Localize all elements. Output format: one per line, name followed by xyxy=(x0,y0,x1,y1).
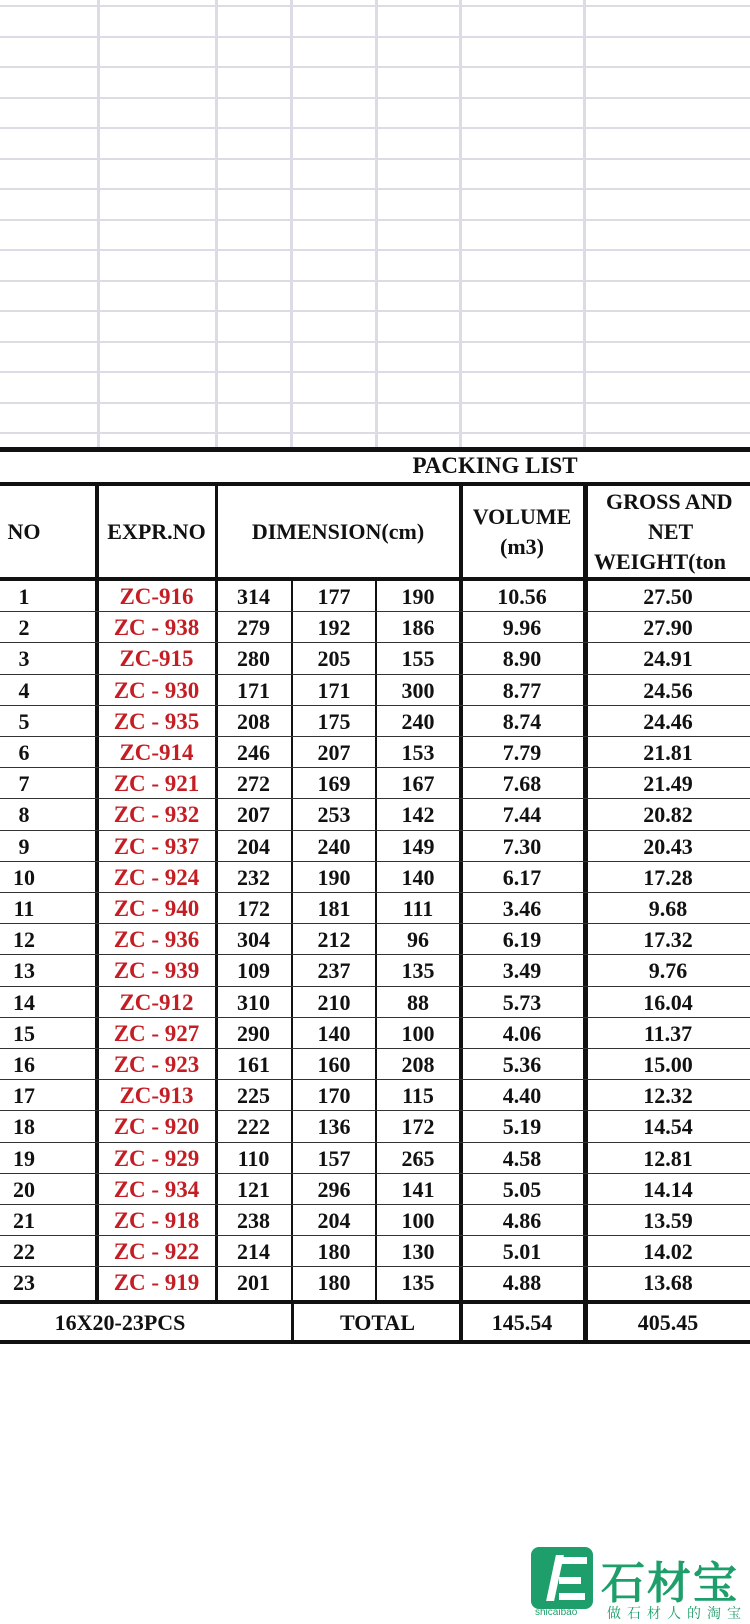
grid-row-line xyxy=(0,371,750,373)
cell-volume: 6.17 xyxy=(502,864,542,890)
cell-d3: 140 xyxy=(401,864,435,890)
cell-volume: 5.19 xyxy=(502,1113,542,1139)
cell-expr: ZC - 938 xyxy=(113,614,200,640)
cell-d2: 136 xyxy=(317,1113,351,1139)
cell-volume: 7.44 xyxy=(502,801,542,827)
cell-expr: ZC - 927 xyxy=(113,1020,200,1046)
cell-no: 5 xyxy=(18,708,30,734)
header-volume-line1: VOLUME xyxy=(472,504,572,529)
cell-expr: ZC - 939 xyxy=(113,957,200,983)
grid-row-line xyxy=(0,249,750,251)
cell-d1: 272 xyxy=(237,770,270,796)
cell-d1: 109 xyxy=(237,957,270,983)
cell-weight: 20.43 xyxy=(643,833,693,859)
cell-expr: ZC-913 xyxy=(119,1082,194,1108)
cell-d3: 88 xyxy=(407,989,429,1015)
grid-row-line xyxy=(0,432,750,434)
cell-d3: 100 xyxy=(401,1020,435,1046)
cell-d3: 149 xyxy=(401,833,435,859)
cell-expr: ZC - 935 xyxy=(113,708,200,734)
cell-d2: 212 xyxy=(317,926,351,952)
row-separator xyxy=(0,1017,750,1018)
cell-d3: 142 xyxy=(401,801,435,827)
cell-expr: ZC-914 xyxy=(119,739,194,765)
cell-d3: 135 xyxy=(401,957,435,983)
cell-weight: 9.68 xyxy=(648,895,688,921)
cell-weight: 24.56 xyxy=(643,677,693,703)
grid-row-line xyxy=(0,97,750,99)
header-weight xyxy=(586,487,750,577)
row-separator xyxy=(0,642,750,643)
cell-d3: 265 xyxy=(401,1145,435,1171)
cell-no: 18 xyxy=(13,1113,35,1139)
cell-volume: 8.74 xyxy=(502,708,542,734)
header-volume xyxy=(462,487,582,577)
row-separator xyxy=(0,611,750,612)
cell-volume: 8.90 xyxy=(502,645,542,671)
cell-no: 2 xyxy=(18,614,30,640)
cell-expr: ZC - 934 xyxy=(113,1176,200,1202)
cell-volume: 4.88 xyxy=(502,1269,542,1295)
cell-d1: 214 xyxy=(237,1238,270,1264)
cell-no: 19 xyxy=(13,1145,35,1171)
cell-volume: 6.19 xyxy=(502,926,542,952)
cell-no: 6 xyxy=(18,739,30,765)
row-separator xyxy=(0,736,750,737)
header-weight-line2: NET xyxy=(648,519,694,544)
cell-expr: ZC - 920 xyxy=(113,1113,200,1139)
cell-no: 16 xyxy=(13,1051,35,1077)
cell-d3: 208 xyxy=(401,1051,435,1077)
packing-list-table xyxy=(0,447,750,1344)
cell-d3: 96 xyxy=(407,926,429,952)
row-separator xyxy=(0,892,750,893)
cell-d1: 314 xyxy=(237,583,270,609)
cell-d3: 153 xyxy=(401,739,435,765)
cell-d2: 253 xyxy=(317,801,351,827)
cell-d1: 171 xyxy=(237,677,270,703)
cell-expr: ZC-912 xyxy=(119,989,194,1015)
cell-d2: 210 xyxy=(317,989,351,1015)
cell-expr: ZC-916 xyxy=(119,583,194,609)
header-dimension: DIMENSION(cm) xyxy=(251,519,425,544)
cell-d1: 172 xyxy=(237,895,270,921)
cell-weight: 9.76 xyxy=(648,957,688,983)
cell-d2: 157 xyxy=(317,1145,351,1171)
cell-weight: 15.00 xyxy=(643,1051,693,1077)
cell-expr: ZC - 923 xyxy=(113,1051,200,1077)
row-separator xyxy=(0,1235,750,1236)
cell-no: 7 xyxy=(18,770,30,796)
row-separator xyxy=(0,923,750,924)
grid-row-line xyxy=(0,66,750,68)
cell-weight: 13.68 xyxy=(643,1269,693,1295)
cell-volume: 5.01 xyxy=(502,1238,542,1264)
row-separator xyxy=(0,1110,750,1111)
cell-d1: 208 xyxy=(237,708,270,734)
row-separator xyxy=(0,1204,750,1205)
cell-volume: 4.06 xyxy=(502,1020,542,1046)
grid-row-line xyxy=(0,310,750,312)
cell-d1: 207 xyxy=(237,801,270,827)
cell-volume: 4.40 xyxy=(502,1082,542,1108)
cell-weight: 21.49 xyxy=(643,770,693,796)
cell-d3: 135 xyxy=(401,1269,435,1295)
cell-volume: 7.79 xyxy=(502,739,542,765)
grid-row-line xyxy=(0,341,750,343)
row-separator xyxy=(0,1173,750,1174)
cell-d2: 190 xyxy=(317,864,351,890)
cell-d2: 140 xyxy=(317,1020,351,1046)
header-weight-line1: GROSS AND xyxy=(606,489,733,514)
row-separator xyxy=(0,954,750,955)
cell-volume: 9.96 xyxy=(502,614,542,640)
cell-no: 1 xyxy=(18,583,30,609)
cell-weight: 11.37 xyxy=(643,1020,693,1046)
cell-expr: ZC - 918 xyxy=(113,1207,200,1233)
cell-d3: 155 xyxy=(401,645,435,671)
cell-expr: ZC-915 xyxy=(119,645,194,671)
cell-volume: 4.86 xyxy=(502,1207,542,1233)
empty-spreadsheet-grid xyxy=(0,0,750,447)
cell-volume: 7.68 xyxy=(502,770,542,796)
row-separator xyxy=(0,1142,750,1143)
cell-d3: 172 xyxy=(401,1113,435,1139)
border-under-title xyxy=(0,482,750,486)
cell-volume: 5.05 xyxy=(502,1176,542,1202)
cell-d1: 279 xyxy=(237,614,270,640)
footer-container-spec: 16X20-23PCS xyxy=(54,1309,186,1335)
row-separator xyxy=(0,1079,750,1080)
header-weight-line3: WEIGHT(ton xyxy=(594,549,727,574)
header-expr-no: EXPR.NO xyxy=(107,519,206,544)
grid-row-line xyxy=(0,219,750,221)
cell-d2: 296 xyxy=(317,1176,351,1202)
cell-d1: 280 xyxy=(237,645,270,671)
cell-expr: ZC - 922 xyxy=(113,1238,200,1264)
border-top xyxy=(0,447,750,452)
cell-weight: 21.81 xyxy=(643,739,693,765)
cell-d1: 246 xyxy=(237,739,270,765)
cell-d2: 240 xyxy=(317,833,351,859)
header-volume-line2: (m3) xyxy=(500,534,544,559)
row-separator xyxy=(0,1266,750,1267)
cell-volume: 3.46 xyxy=(502,895,542,921)
logo-name: 石材宝 xyxy=(601,1558,739,1609)
cell-d1: 290 xyxy=(237,1020,270,1046)
cell-weight: 27.90 xyxy=(643,614,693,640)
cell-expr: ZC - 929 xyxy=(113,1145,200,1171)
cell-volume: 10.56 xyxy=(497,583,547,609)
logo-tagline: 做石材人的淘宝 xyxy=(607,1606,747,1622)
cell-d3: 130 xyxy=(401,1238,435,1264)
cell-no: 23 xyxy=(13,1269,35,1295)
cell-weight: 17.28 xyxy=(643,864,693,890)
cell-weight: 14.14 xyxy=(643,1176,693,1202)
cell-no: 10 xyxy=(13,864,35,890)
cell-no: 3 xyxy=(18,645,30,671)
cell-d3: 167 xyxy=(401,770,435,796)
cell-d2: 171 xyxy=(317,677,351,703)
cell-volume: 7.30 xyxy=(502,833,542,859)
row-separator xyxy=(0,830,750,831)
cell-no: 20 xyxy=(13,1176,35,1202)
cell-weight: 14.54 xyxy=(643,1113,693,1139)
cell-d2: 175 xyxy=(317,708,351,734)
cell-weight: 13.59 xyxy=(643,1207,693,1233)
cell-d2: 237 xyxy=(317,957,351,983)
grid-row-line xyxy=(0,127,750,129)
cell-d2: 180 xyxy=(317,1269,351,1295)
cell-d1: 201 xyxy=(237,1269,270,1295)
cell-d2: 177 xyxy=(317,583,351,609)
cell-d3: 240 xyxy=(401,708,435,734)
cell-expr: ZC - 924 xyxy=(113,864,200,890)
cell-expr: ZC - 940 xyxy=(113,895,200,921)
cell-weight: 12.32 xyxy=(643,1082,693,1108)
grid-row-line xyxy=(0,36,750,38)
cell-no: 12 xyxy=(13,926,35,952)
cell-no: 17 xyxy=(13,1082,35,1108)
cell-no: 9 xyxy=(18,833,30,859)
row-separator xyxy=(0,705,750,706)
cell-expr: ZC - 936 xyxy=(113,926,200,952)
cell-d2: 192 xyxy=(317,614,351,640)
cell-no: 21 xyxy=(13,1207,35,1233)
cell-no: 4 xyxy=(18,677,30,703)
cell-d3: 111 xyxy=(402,895,434,921)
row-separator xyxy=(0,986,750,987)
logo-romanized: shicaibao xyxy=(535,1607,578,1618)
cell-volume: 8.77 xyxy=(502,677,542,703)
cell-d2: 169 xyxy=(317,770,351,796)
cell-weight: 27.50 xyxy=(643,583,693,609)
cell-weight: 20.82 xyxy=(643,801,693,827)
footer-sep-left xyxy=(291,1304,294,1344)
logo-mark-icon xyxy=(531,1547,593,1609)
cell-expr: ZC - 930 xyxy=(113,677,200,703)
cell-d1: 304 xyxy=(237,926,270,952)
cell-d2: 181 xyxy=(317,895,351,921)
row-separator xyxy=(0,1048,750,1049)
cell-d2: 207 xyxy=(317,739,351,765)
cell-volume: 5.36 xyxy=(502,1051,542,1077)
cell-d2: 205 xyxy=(317,645,351,671)
cell-d3: 300 xyxy=(401,677,435,703)
row-separator xyxy=(0,767,750,768)
row-separator xyxy=(0,674,750,675)
cell-d2: 180 xyxy=(317,1238,351,1264)
cell-d1: 225 xyxy=(237,1082,270,1108)
border-bottom xyxy=(0,1340,750,1344)
cell-d1: 204 xyxy=(237,833,270,859)
cell-d1: 238 xyxy=(237,1207,270,1233)
cell-weight: 17.32 xyxy=(643,926,693,952)
cell-d1: 161 xyxy=(237,1051,270,1077)
cell-expr: ZC - 921 xyxy=(113,770,200,796)
row-separator xyxy=(0,798,750,799)
footer-total-label: TOTAL xyxy=(340,1309,415,1335)
cell-d1: 232 xyxy=(237,864,270,890)
cell-no: 11 xyxy=(13,895,35,921)
cell-d3: 115 xyxy=(402,1082,434,1108)
cell-d2: 170 xyxy=(317,1082,351,1108)
cell-weight: 12.81 xyxy=(643,1145,693,1171)
row-separator xyxy=(0,861,750,862)
watermark-logo xyxy=(531,1547,750,1624)
cell-d1: 110 xyxy=(237,1145,270,1171)
cell-no: 22 xyxy=(13,1238,35,1264)
table-title: PACKING LIST xyxy=(412,453,578,478)
cell-d1: 222 xyxy=(237,1113,270,1139)
cell-d3: 100 xyxy=(401,1207,435,1233)
cell-d2: 160 xyxy=(317,1051,351,1077)
footer-total-weight: 405.45 xyxy=(637,1309,699,1335)
cell-no: 8 xyxy=(18,801,30,827)
cell-weight: 16.04 xyxy=(643,989,693,1015)
grid-row-line xyxy=(0,188,750,190)
header-no: NO xyxy=(7,519,41,544)
cell-volume: 5.73 xyxy=(502,989,542,1015)
grid-row-line xyxy=(0,158,750,160)
cell-d1: 310 xyxy=(237,989,270,1015)
cell-weight: 24.91 xyxy=(643,645,693,671)
grid-row-line xyxy=(0,5,750,7)
cell-expr: ZC - 932 xyxy=(113,801,200,827)
cell-d3: 141 xyxy=(401,1176,435,1202)
cell-d1: 121 xyxy=(237,1176,270,1202)
cell-no: 13 xyxy=(13,957,35,983)
cell-d3: 190 xyxy=(401,583,435,609)
cell-expr: ZC - 937 xyxy=(113,833,200,859)
cell-d2: 204 xyxy=(317,1207,351,1233)
cell-volume: 4.58 xyxy=(502,1145,542,1171)
cell-weight: 14.02 xyxy=(643,1238,693,1264)
grid-row-line xyxy=(0,402,750,404)
cell-d3: 186 xyxy=(401,614,435,640)
cell-no: 14 xyxy=(13,989,35,1015)
footer-total-volume: 145.54 xyxy=(491,1309,553,1335)
cell-expr: ZC - 919 xyxy=(113,1269,200,1295)
grid-row-line xyxy=(0,280,750,282)
cell-weight: 24.46 xyxy=(643,708,693,734)
cell-volume: 3.49 xyxy=(502,957,542,983)
cell-no: 15 xyxy=(13,1020,35,1046)
